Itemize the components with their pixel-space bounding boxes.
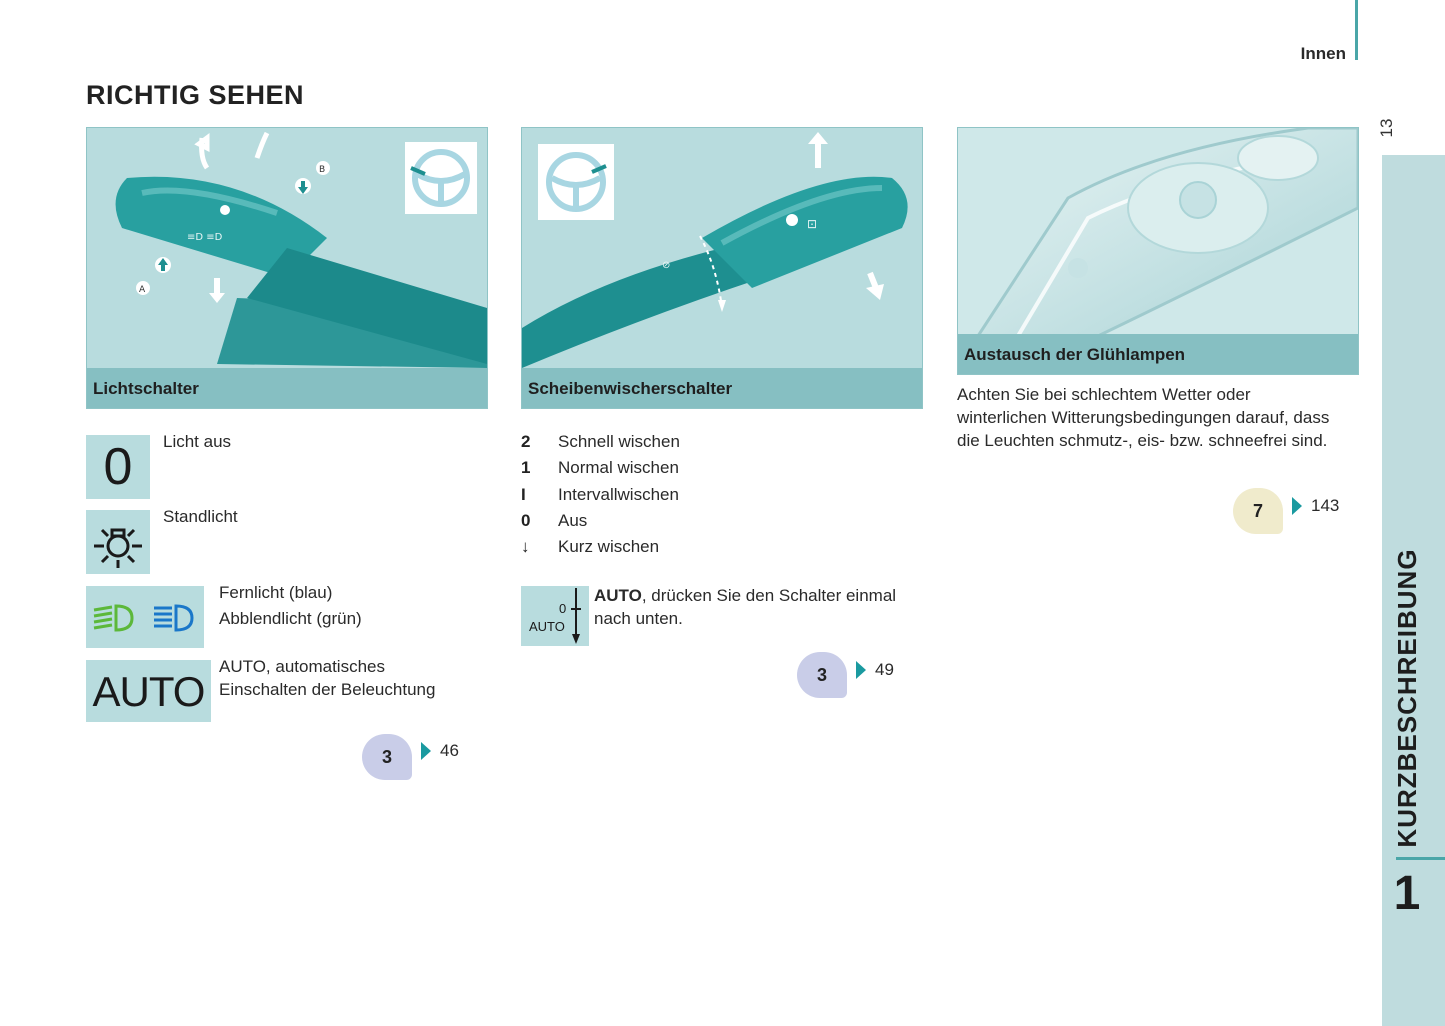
chapter-number: 1 — [1393, 867, 1421, 920]
parking-light-icon — [86, 510, 150, 574]
ref-page-link[interactable]: 143 — [1311, 496, 1340, 515]
bulb-panel — [957, 127, 1359, 375]
auto-label-line-1: AUTO, automatisches — [219, 657, 385, 676]
wiper-switch-illustration — [522, 128, 922, 370]
chapter-side-tab-rule — [1396, 857, 1445, 860]
auto-icon-box — [86, 660, 211, 722]
bulb-text-line-3: die Leuchten schmutz-, eis- bzw. schneefrei sind. — [957, 431, 1328, 450]
wiper-code: 1 — [521, 458, 531, 477]
ref-page-link[interactable]: 49 — [875, 660, 894, 679]
low-beam-icon — [90, 586, 140, 648]
chapter-ref-bubble[interactable]: 7 — [1233, 488, 1283, 534]
ref-arrow-icon — [856, 661, 866, 679]
wiper-auto-icon-box — [521, 586, 589, 646]
bulb-caption: Austausch der Glühlampen — [958, 334, 1358, 374]
bulb-text-line-2: winterlichen Witterungsbedingungen darauf, dass — [957, 408, 1330, 427]
ref-page-link[interactable]: 46 — [440, 741, 459, 760]
auto-icon: AUTO — [92, 668, 205, 715]
ref-arrow-icon — [1292, 497, 1302, 515]
ref-arrow-icon — [421, 742, 431, 760]
wiper-auto-text-rest: , drücken Sie den Schalter einmal — [641, 586, 897, 605]
wiper-auto-icon-zero: 0 — [559, 601, 567, 616]
high-beam-label: Fernlicht (blau) — [219, 583, 333, 602]
high-beam-icon — [150, 586, 200, 648]
header-accent-line — [1355, 0, 1358, 60]
bulb-text-line-1: Achten Sie bei schlechtem Wetter oder — [957, 385, 1251, 404]
light-switch-caption: Lichtschalter — [87, 368, 487, 408]
light-off-icon — [86, 435, 150, 499]
chapter-ref-bubble[interactable]: 3 — [362, 734, 412, 780]
wiper-label: Aus — [558, 511, 588, 530]
chapter-side-tab-label: KURZBESCHREIBUNG — [1392, 548, 1422, 848]
low-beam-label: Abblendlicht (grün) — [219, 609, 362, 628]
wiper-code: 2 — [521, 432, 531, 451]
zero-icon: 0 — [103, 438, 133, 496]
light-switch-illustration — [87, 128, 487, 370]
svg-text:B: B — [319, 165, 326, 175]
wiper-code: I — [521, 485, 526, 504]
arrow-down-icon: ↓ — [521, 537, 530, 556]
wiper-label: Kurz wischen — [558, 537, 660, 556]
headlamp-illustration — [958, 128, 1358, 336]
page-title: RICHTIG SEHEN — [86, 80, 305, 110]
parking-light-label: Standlicht — [163, 507, 238, 526]
beam-icons-box — [86, 586, 204, 648]
svg-text:A: A — [139, 285, 146, 295]
header-section-label: Innen — [1300, 44, 1346, 63]
wiper-switch-caption: Scheibenwischerschalter — [522, 368, 922, 408]
wiper-switch-panel — [521, 127, 923, 409]
wiper-code: 0 — [521, 511, 531, 530]
auto-label-line-2: Einschalten der Beleuchtung — [219, 680, 436, 699]
svg-text:⊘: ⊘ — [662, 260, 671, 271]
parking-light-icon-box — [86, 510, 150, 574]
wiper-auto-arrow-icon — [521, 586, 589, 646]
svg-text:⊡: ⊡ — [807, 217, 818, 231]
light-switch-panel — [86, 127, 488, 409]
wiper-label: Intervallwischen — [558, 485, 679, 504]
light-off-label: Licht aus — [163, 432, 232, 451]
wiper-label: Normal wischen — [558, 458, 679, 477]
wiper-auto-text-line-1 — [594, 584, 896, 607]
wiper-auto-icon-label: AUTO — [529, 619, 565, 634]
wiper-auto-text-line-2: nach unten. — [594, 609, 683, 628]
page-number: 13 — [1377, 118, 1396, 138]
chapter-ref-bubble[interactable]: 3 — [797, 652, 847, 698]
wiper-label: Schnell wischen — [558, 432, 680, 451]
wiper-auto-bold: AUTO — [594, 586, 642, 605]
svg-text:≡D ≡D: ≡D ≡D — [187, 232, 223, 243]
